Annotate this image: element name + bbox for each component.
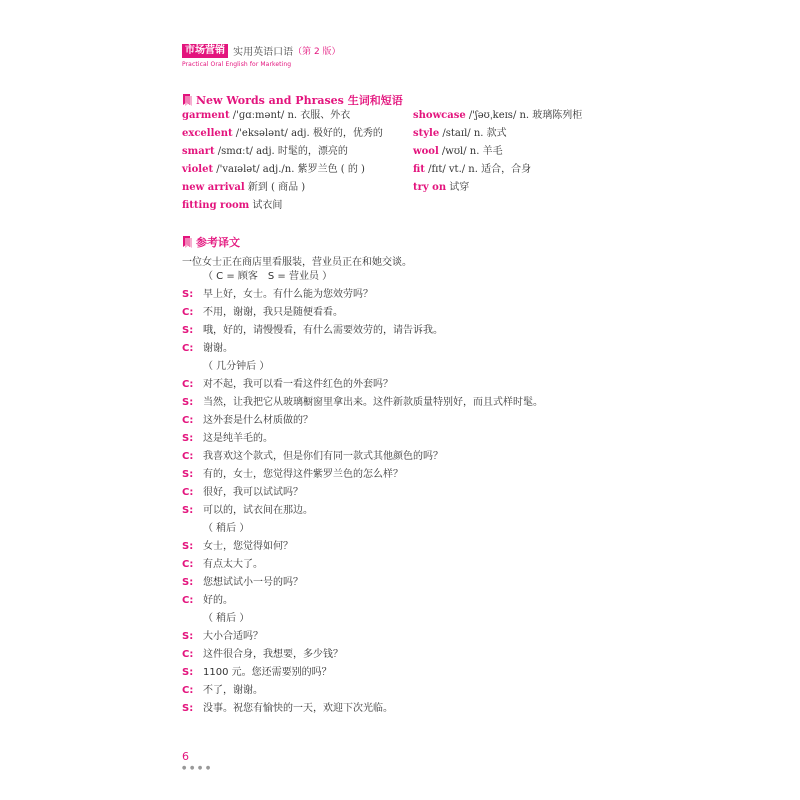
dialogue-line: S: 可以的，试衣间在那边。 — [182, 505, 313, 516]
vocab-entry: excellent /'eksələnt/ adj. 极好的，优秀的 — [182, 128, 383, 139]
dialogue-line: C: 我喜欢这个款式，但是你们有同一款式其他颜色的吗？ — [182, 451, 443, 462]
dialogue-line: （ 稍后 ） — [203, 613, 250, 624]
dialogue-line: S: 大小合适吗？ — [182, 631, 263, 642]
dialogue-line: C: 很好，我可以试试吗？ — [182, 487, 303, 498]
dialogue-line: S: 您想试试小一号的吗？ — [182, 577, 303, 588]
bookmark-icon — [182, 93, 193, 107]
book-title: 实用英语口语 — [233, 47, 294, 58]
running-header — [182, 40, 341, 68]
scene-intro: 一位女士正在商店里看服装，营业员正在和她交谈。 — [182, 257, 412, 268]
dialogue-line: S: 当然，让我把它从玻璃橱窗里拿出来。这件新款质量特别好，而且式样时髦。 — [182, 397, 543, 408]
dialogue-line: C: 不了，谢谢。 — [182, 685, 263, 696]
dialogue-line: S: 1100 元。您还需要别的吗？ — [182, 667, 332, 678]
book-edition: （第 2 版） — [293, 47, 341, 57]
translation-section-title — [182, 234, 240, 250]
vocab-entry: violet /'vaɪələt/ adj./n. 紫罗兰色 ( 的 ) — [182, 164, 365, 175]
vocab-entry: fitting room 试衣间 — [182, 200, 283, 211]
translation-section-label: 参考译文 — [196, 236, 240, 249]
vocab-entry: wool /wʊl/ n. 羊毛 — [413, 146, 503, 157]
vocab-right-column — [413, 109, 582, 199]
dialogue-line: S: 早上好，女士。有什么能为您效劳吗？ — [182, 289, 373, 300]
vocab-entry: garment /'ɡɑːmənt/ n. 衣服、外衣 — [182, 110, 351, 121]
book-subtitle: Practical Oral English for Marketing — [182, 61, 292, 68]
vocab-entry: smart /smɑːt/ adj. 时髦的，漂亮的 — [182, 146, 348, 157]
vocab-entry: style /staɪl/ n. 款式 — [413, 128, 507, 139]
dialogue-line: （ 几分钟后 ） — [203, 361, 270, 372]
dialogue-line: C: 这件很合身，我想要，多少钱？ — [182, 649, 343, 660]
dialogue-line: S: 哦，好的，请慢慢看，有什么需要效劳的，请告诉我。 — [182, 325, 443, 336]
dialogue-line: C: 好的。 — [182, 595, 233, 606]
dialogue-line: C: 这外套是什么材质做的？ — [182, 415, 313, 426]
dialogue-line: S: 这是纯羊毛的。 — [182, 433, 273, 444]
page-number: 6 — [182, 750, 189, 763]
dialogue-line: S: 女士，您觉得如何？ — [182, 541, 293, 552]
dialogue-line: C: 谢谢。 — [182, 343, 233, 354]
vocab-section-title — [182, 92, 403, 108]
header-badge: 市场营销 — [182, 44, 228, 58]
bookmark-icon — [182, 235, 193, 249]
footer-decoration: ● ● ● ● — [182, 765, 212, 771]
dialogue-line: S: 有的，女士，您觉得这件紫罗兰色的怎么样？ — [182, 469, 403, 480]
dialogue-line: C: 不用，谢谢，我只是随便看看。 — [182, 307, 343, 318]
vocab-section-label: New Words and Phrases 生词和短语 — [196, 94, 403, 107]
vocab-left-column — [182, 109, 383, 217]
vocab-entry: fit /fɪt/ vt./ n. 适合，合身 — [413, 164, 532, 175]
dialogue-line: C: 对不起，我可以看一看这件红色的外套吗？ — [182, 379, 393, 390]
dialogue-line: S: 没事。祝您有愉快的一天，欢迎下次光临。 — [182, 703, 393, 714]
dialogue-line: （ C = 顾客 S = 营业员 ） — [203, 271, 333, 282]
vocab-entry: try on 试穿 — [413, 182, 470, 193]
dialogue-line: C: 有点太大了。 — [182, 559, 263, 570]
vocab-entry: new arrival 新到 ( 商品 ) — [182, 182, 306, 193]
vocab-entry: showcase /'ʃəʊˌkeɪs/ n. 玻璃陈列柜 — [413, 110, 583, 121]
dialogue-line: （ 稍后 ） — [203, 523, 250, 534]
